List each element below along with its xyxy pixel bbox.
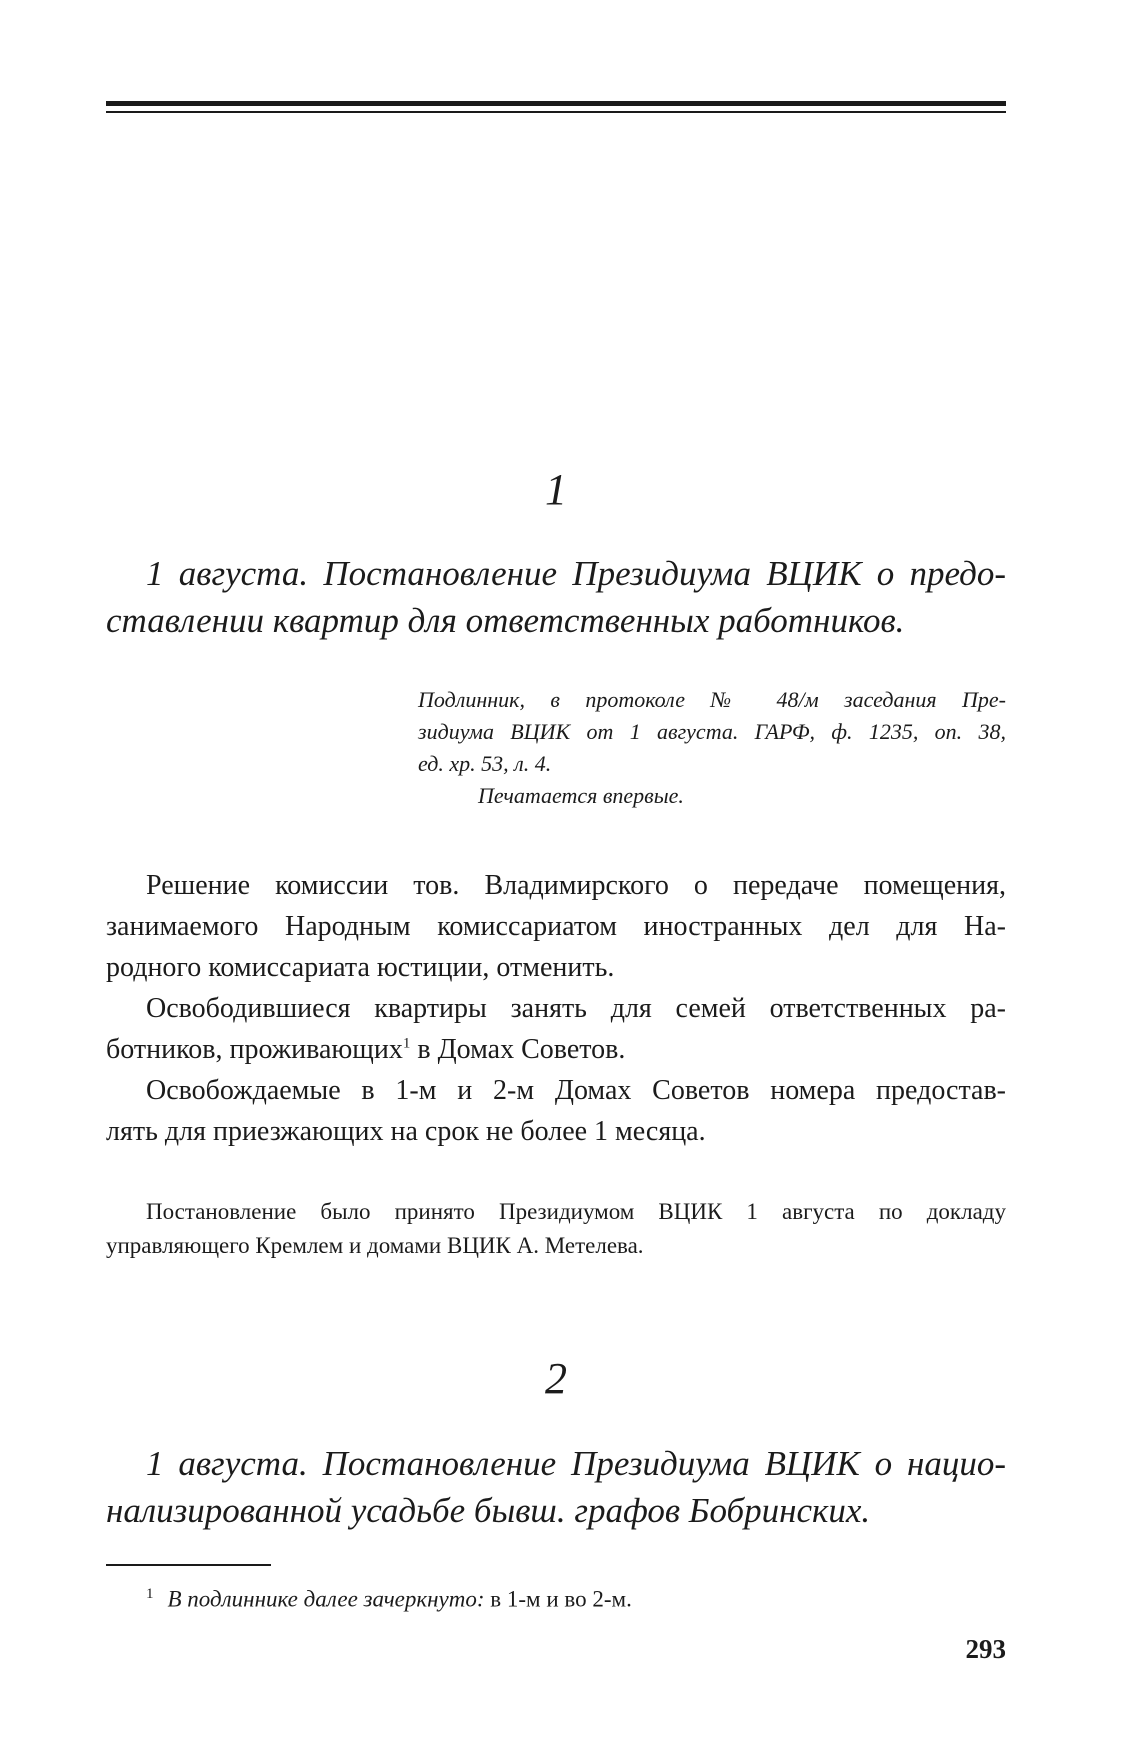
publication-note: Печатается впервые.: [478, 783, 684, 808]
footnote-italic-text: В подлиннике далее зачеркнуто:: [167, 1586, 485, 1612]
body-line: Освободившиеся квартиры занять для семей ответственных ра-: [146, 993, 1006, 1024]
body-line: родного комиссариата юстиции, отменить.: [106, 952, 615, 983]
body-line: лять для приезжающих на срок не более 1 месяца.: [106, 1116, 706, 1147]
document-title-2: [106, 1440, 1006, 1534]
body-line-part: ботников, проживающих: [106, 1034, 403, 1065]
body-line: занимаемого Народным комиссариатом иностранных дел для На-: [106, 911, 1006, 942]
body-line: Освобождаемые в 1-м и 2-м Домах Советов номера предостав-: [146, 1075, 1006, 1106]
footnote-reference: 1: [402, 1035, 411, 1052]
editorial-note: [106, 1195, 1006, 1263]
source-line: ед. хр. 53, л. 4.: [418, 751, 552, 776]
document-body-1: [106, 865, 1006, 1152]
header-rule-thin: [106, 111, 1006, 113]
footnote-separator: [106, 1564, 271, 1566]
title-line: нализированной усадьбе бывш. графов Бобринских.: [106, 1491, 871, 1530]
archival-source: [418, 684, 1006, 812]
body-line: Решение комиссии тов. Владимирского о передаче помещения,: [146, 870, 1006, 901]
footnote: [146, 1578, 1006, 1616]
header-rule-thick: [106, 101, 1006, 106]
title-line: 1 августа. Постановление Президиума ВЦИК о предо-: [146, 554, 1006, 593]
source-line: Подлинник, в протоколе № 48/м заседания Пре-: [418, 687, 1006, 712]
title-line: ставлении квартир для ответственных работников.: [106, 601, 905, 640]
body-line-part: в Домах Советов.: [417, 1034, 626, 1065]
footnote-text: в 1-м и во 2-м.: [490, 1586, 632, 1612]
header-rule: [106, 101, 1006, 115]
title-line: 1 августа. Постановление Президиума ВЦИК о нацио-: [146, 1444, 1006, 1483]
note-line: Постановление было принято Президиумом ВЦИК 1 августа по докладу: [146, 1199, 1006, 1224]
body-line-with-footnote: [106, 1029, 1006, 1070]
page-number: 293: [965, 1634, 1006, 1664]
source-line: зидиума ВЦИК от 1 августа. ГАРФ, ф. 1235, оп. 38,: [418, 719, 1006, 744]
document-number-1: 1: [545, 465, 567, 514]
document-number-2: 2: [545, 1354, 567, 1403]
note-line: управляющего Кремлем и домами ВЦИК А. Метелева.: [106, 1233, 644, 1258]
footnote-mark: 1: [146, 1586, 154, 1602]
document-title-1: [106, 550, 1006, 644]
